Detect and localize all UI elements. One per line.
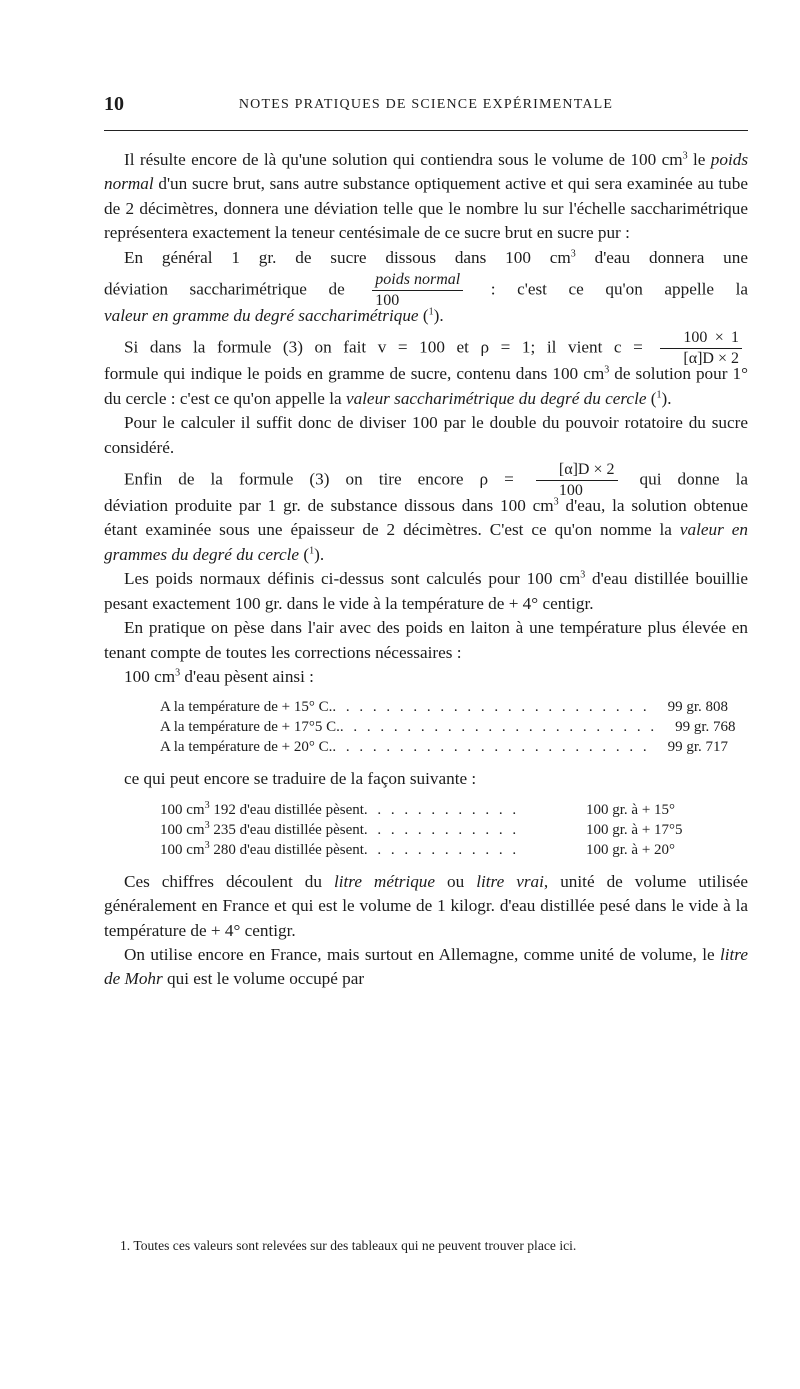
paragraph-3: Si dans la formule (3) on fait v = 100 et ρ = 1; il vient c = $\frac{100 \times 1}{[\alpha]D \times 2}$ formule qui indique le poids en gramme de sucre, contenu dans 100 $cm^3$ de solution pour 1° du cercle : c'est ce qu'on appelle la valeur saccharimétrique du degré du cercle ($^1$). [104, 329, 748, 408]
table-row: 100 $cm^3$ 192 d'eau distillée pèsent . . . . . . . . . . . . 100 gr. à + 15° [160, 799, 676, 818]
fraction-deviation: $\frac{[\alpha]D \times 2}{100}$ [536, 460, 618, 501]
table-row: A la température de + 20° C. . . . . . . . . . . . . . . . . . . . . . . . . 99 gr. 717 [160, 739, 728, 756]
table-row: 100 $cm^3$ 235 d'eau distillée pèsent . . . . . . . . . . . . 100 gr. à + 17°5 [160, 819, 683, 838]
paragraph-8: 100 $cm^3$ d'eau pèsent ainsi : [124, 666, 314, 686]
body-text [104, 148, 748, 992]
running-head: NOTES PRATIQUES DE SCIENCE EXPÉRIMENTALE [238, 97, 614, 112]
water-volume-table [104, 800, 690, 860]
paragraph-4: Pour le calculer il suffit donc de diviser 100 par le double du pouvoir rotatoire du sucre considéré. [104, 413, 748, 457]
paragraph-7: En pratique on pèse dans l'air avec des poids en laiton à une température plus élevée en tenant compte de toutes les corrections nécessaires : [104, 618, 748, 662]
paragraph-10: Ces chiffres découlent du litre métrique ou litre vrai, unité de volume utilisée généralement en France et qui est le volume de 1 kilogr. d'eau distillée pesé dans le vide à la température de + 4° centigr. [104, 871, 748, 940]
paragraph-2: En général 1 gr. de sucre dissous dans 100 $cm^3$ d'eau donnera une déviation saccharimétrique de $\frac{\text{poids normal}}{100}$ : c'est ce qu'on appelle la valeur en gramme du degré saccharimétrique ($^1$). [104, 247, 748, 326]
water-weight-table [104, 697, 736, 757]
table-row: A la température de + 15° C. . . . . . . . . . . . . . . . . . . . . . . . . 99 gr. 808 [160, 699, 728, 716]
table-row: A la température de + 17°5 C. . . . . . . . . . . . . . . . . . . . . . . . . 99 gr. 768 [160, 719, 736, 736]
header-rule [104, 130, 748, 131]
table-row: 100 $cm^3$ 280 d'eau distillée pèsent . . . . . . . . . . . . 100 gr. à + 20° [160, 839, 676, 858]
page-number: 10 [104, 93, 124, 115]
footnote: 1. Toutes ces valeurs sont relevées sur des tableaux qui ne peuvent trouver place ici. [120, 1238, 577, 1253]
fraction-poids-normal: $\frac{\text{poids normal}}{100}$ [372, 270, 463, 311]
paragraph-9: ce qui peut encore se traduire de la façon suivante : [124, 769, 477, 789]
page-header [104, 93, 748, 117]
fraction-valeur-degre: $\frac{100 \times 1}{[\alpha]D \times 2}$ [660, 328, 742, 369]
paragraph-11: On utilise encore en France, mais surtout en Allemagne, comme unité de volume, le litre de Mohr qui est le volume occupé par [104, 944, 748, 989]
paragraph-1: Il résulte encore de là qu'une solution qui contiendra sous le volume de 100 $cm^3$ le poids normal d'un sucre brut, sans autre substance optiquement active et qui sera examinée au tube de 2 décimètres, donnera une déviation telle que le nombre lu sur l'échelle saccharimétrique représentera exactement la teneur centésimale de ce sucre brut en sucre pur : [104, 150, 749, 243]
paragraph-6: Les poids normaux définis ci-dessus sont calculés pour 100 $cm^3$ d'eau distillée bouillie pesant exactement 100 gr. dans le vide à la température de + 4° centigr. [104, 569, 748, 613]
paragraph-5: Enfin de la formule (3) on tire encore ρ = $\frac{[\alpha]D \times 2}{100}$ qui donne la déviation produite par 1 gr. de substance dissous dans 100 $cm^3$ d'eau, la solution obtenue étant examinée sous une épaisseur de 2 décimètres. C'est ce qu'on nomme la valeur en grammes du degré du cercle ($^1$). [104, 461, 749, 564]
